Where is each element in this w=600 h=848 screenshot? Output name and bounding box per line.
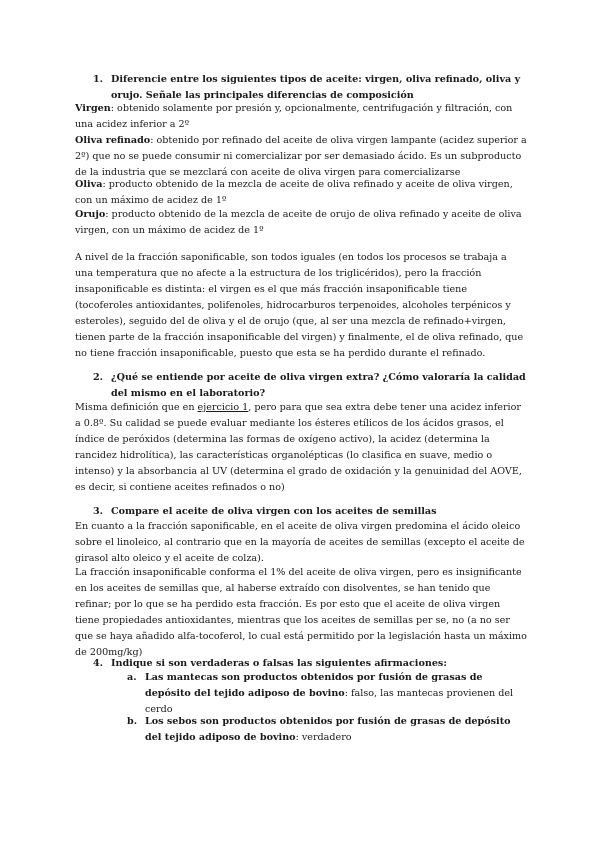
definition-oliva xyxy=(75,177,527,209)
definition-orujo xyxy=(75,207,527,239)
question-2-answer xyxy=(75,400,527,496)
question-1-paragraph: A nivel de la fracción saponificable, son todos iguales (en todos los procesos se trabaja a una temperatura que no afecte a la estructura de los triglicéridos), pero la fracción insaponificable es distinta: el virgen es el que más fracción insaponificable tiene (tocoferoles antioxidantes, polifenoles, hidrocarburos terpenoides, alcoholes terpénicos y esteroles), seguido del de oliva y el de orujo (que, al ser una mezcla de refinado+virgen, tienen parte de la fracción insaponificable del virgen) y finalmente, el de oliva refinado, que no tiene fracción insaponificable, puesto que esta se ha perdido durante el refinado. xyxy=(75,252,524,359)
statement-b xyxy=(127,714,527,746)
question-2-answer-pre: Misma definición que en xyxy=(75,402,198,413)
definition-orujo-text: : producto obtenido de la mezcla de aceite de orujo de oliva refinado y aceite de oliva virgen, con un máximo de acidez de 1º xyxy=(75,209,522,236)
statement-a-text xyxy=(145,670,527,718)
definition-oliva-refinado-text: : obtenido por refinado del aceite de oliva virgen lampante (acidez superior a 2º) que no se puede consumir ni comercializar por ser demasiado ácido. Es un subproducto de la industria que se mezclará con aceite de oliva virgen para comercializarse xyxy=(75,135,527,178)
question-4-number: 4. xyxy=(93,658,104,669)
question-2-answer-post: , pero para que sea extra debe tener una acidez inferior a 0.8º. Su calidad se puede evaluar mediante los ésteres etílicos de los ácidos grasos, el índice de peróxidos (determina las formas de oxígeno activo), la acidez (determina la rancidez hidrolítica), las características organolépticas (lo clasifica en suave, medio o intenso) y la absorbancia al UV (determina el grado de oxidación y la genuinidad del AOVE, es decir, si contiene aceites refinados o no) xyxy=(75,402,522,493)
question-2-number: 2. xyxy=(93,372,104,383)
term-virgen: Virgen xyxy=(75,103,111,114)
term-orujo: Orujo xyxy=(75,209,106,220)
question-4-title: Indique si son verdaderas o falsas las siguientes afirmaciones: xyxy=(111,658,447,669)
statement-b-claim: Los sebos son productos obtenidos por fusión de grasas de depósito del tejido adiposo de bovino xyxy=(145,716,511,743)
statement-a xyxy=(127,670,527,718)
definition-virgen xyxy=(75,101,527,133)
statement-a-answer: : falso, las mantecas provienen del cerdo xyxy=(145,688,514,715)
statement-b-text xyxy=(145,714,527,746)
question-3-title: Compare el aceite de oliva virgen con los aceites de semillas xyxy=(111,506,437,517)
exercise-reference-link[interactable]: ejercicio 1 xyxy=(197,402,249,413)
definition-oliva-text: : producto obtenido de la mezcla de aceite de oliva refinado y aceite de oliva virgen, con un máximo de acidez de 1º xyxy=(75,179,513,206)
question-3-number: 3. xyxy=(93,506,104,517)
statement-a-letter: a. xyxy=(127,672,137,683)
statement-b-answer: : verdadero xyxy=(295,732,352,743)
definition-virgen-text: : obtenido solamente por presión y, opcionalmente, centrifugación y filtración, con una acidez inferior a 2º xyxy=(75,103,513,130)
question-2-heading xyxy=(93,370,527,402)
question-1-title: Diferencie entre los siguientes tipos de aceite: virgen, oliva refinado, oliva y orujo. Señale las principales diferencias de composición xyxy=(111,74,521,101)
question-2-title: ¿Qué se entiende por aceite de oliva virgen extra? ¿Cómo valoraría la calidad del mismo en el laboratorio? xyxy=(111,372,526,399)
term-oliva: Oliva xyxy=(75,179,103,190)
question-3-heading xyxy=(93,504,527,520)
statement-b-letter: b. xyxy=(127,716,138,727)
statement-a-claim: Las mantecas son productos obtenidos por fusión de grasas de depósito del tejido adiposo de bovino xyxy=(145,672,483,699)
question-3-paragraph-1: En cuanto a la fracción saponificable, en el aceite de oliva virgen predomina el ácido oleico sobre el linoleico, al contrario que en la mayoría de aceites de semillas (excepto el aceite de girasol alto oleico y el aceite de colza). xyxy=(75,521,525,564)
question-1-heading xyxy=(93,72,527,104)
definition-oliva-refinado xyxy=(75,133,527,181)
term-oliva-refinado: Oliva refinado xyxy=(75,135,151,146)
question-3-paragraph-2: La fracción insaponificable conforma el 1% del aceite de oliva virgen, pero es insignificante en los aceites de semillas que, al haberse extraído con disolventes, se han tenido que refinar; por lo que se ha perdido esta fracción. Es por esto que el aceite de oliva virgen tiene propiedades antioxidantes, mientras que los aceites de semillas per se, no (a no ser que se haya añadido alfa-tocoferol, lo cual está permitido por la legislación hasta un máximo de 200mg/kg) xyxy=(75,567,527,658)
question-1-number: 1. xyxy=(93,74,104,85)
